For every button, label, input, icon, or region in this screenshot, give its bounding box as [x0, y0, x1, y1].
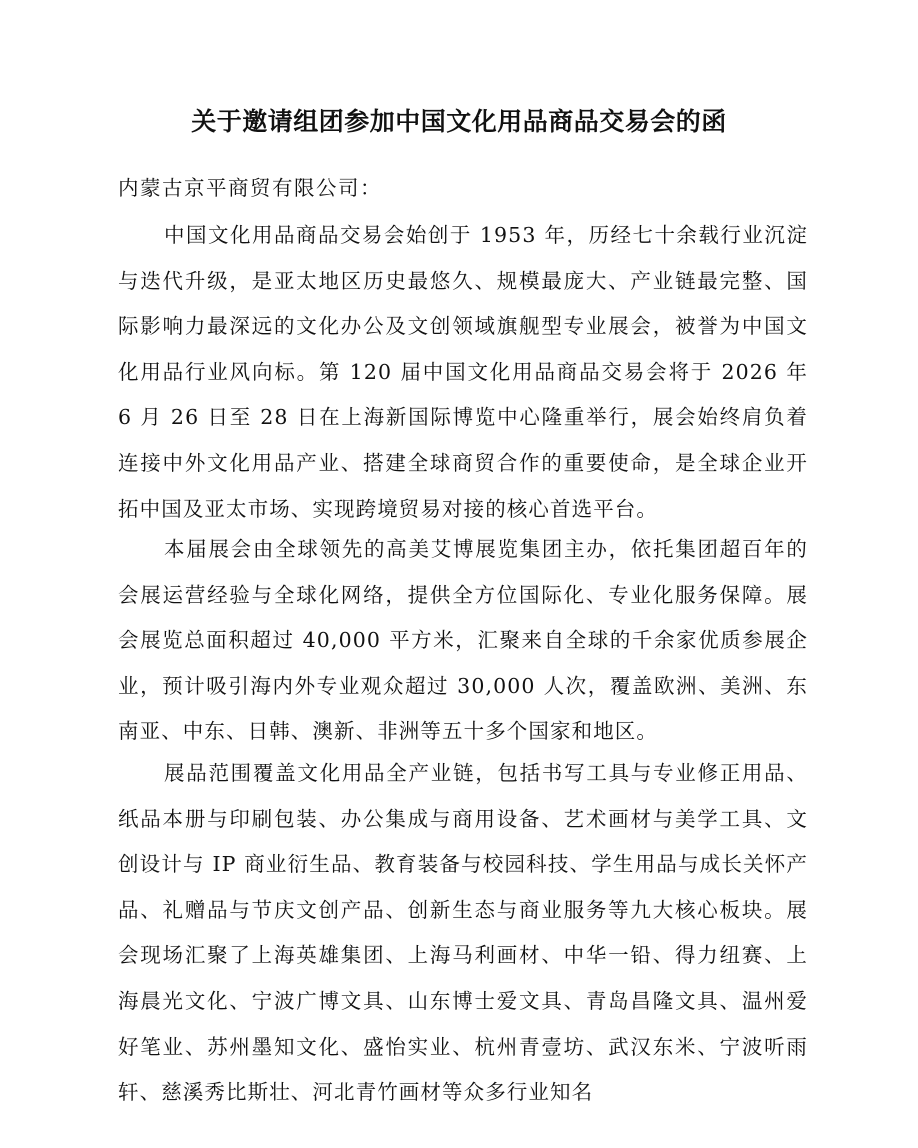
body-paragraph-history: 中国文化用品商品交易会始创于 1953 年，历经七十余载行业沉淀与迭代升级，是亚太地区历史最悠久、规模最庞大、产业链最完整、国际影响力最深远的文化办公及文创领域旗舰型专业展会，被誉为中国文化用品行业风向标。第 120 届中国文化用品商品交易会将于 2026 年 6 月 26 日至 28 日在上海新国际博览中心隆重举行，展会始终肩负着连接中外文化用品产业、搭建全球商贸合作的重要使命，是全球企业开拓中国及亚太市场、实现跨境贸易对接的核心首选平台。 [118, 223, 808, 521]
body-paragraph-exhibits: 展品范围覆盖文化用品全产业链，包括书写工具与专业修正用品、纸品本册与印刷包装、办公集成与商用设备、艺术画材与美学工具、文创设计与 IP 商业衍生品、教育装备与校园科技、学生用品与成长关怀产品、礼赠品与节庆文创产品、创新生态与商业服务等九大核心板块。展会现场汇聚了上海英雄集团、上海马利画材、中华一铅、得力纽赛、上海晨光文化、宁波广博文具、山东博士爱文具、青岛昌隆文具、温州爱好笔业、苏州墨知文化、盛怡实业、杭州青壹坊、武汉东米、宁波听雨轩、慈溪秀比斯壮、河北青竹画材等众多行业知名 [118, 761, 808, 1105]
salutation: 内蒙古京平商贸有限公司： [118, 176, 382, 200]
document-title: 关于邀请组团参加中国文化用品商品交易会的函 [191, 107, 727, 136]
body-paragraph-organizer: 本届展会由全球领先的高美艾博展览集团主办，依托集团超百年的会展运营经验与全球化网络，提供全方位国际化、专业化服务保障。展会展览总面积超过 40,000 平方米，汇聚来自全球的千余家优质参展企业，预计吸引海内外专业观众超过 30,000 人次，覆盖欧洲、美洲、东南亚、中东、日韩、澳新、非洲等五十多个国家和地区。 [118, 537, 808, 744]
